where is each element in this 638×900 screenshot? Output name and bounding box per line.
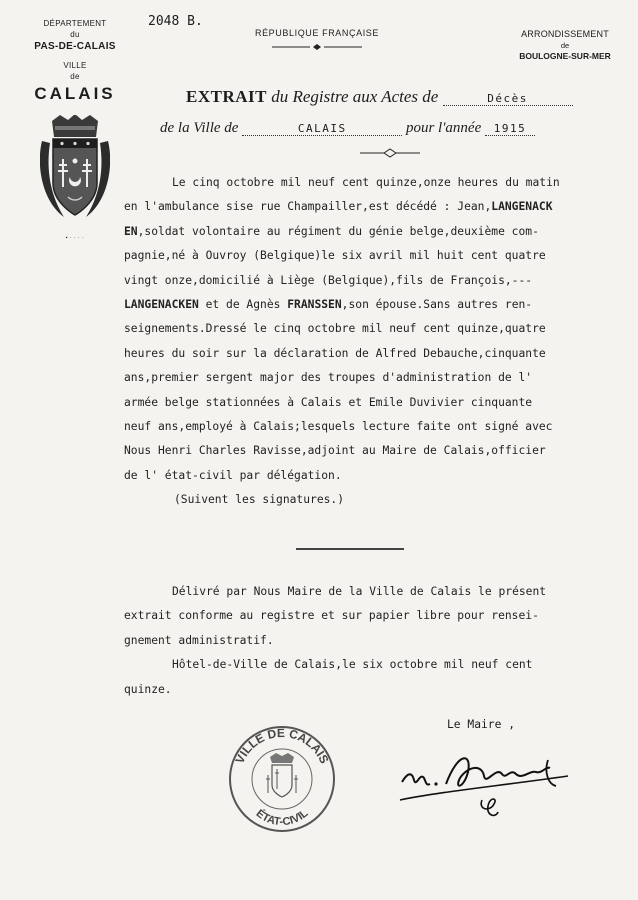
signature-icon	[398, 742, 578, 822]
delivery-line: gnement administratif.	[124, 633, 274, 647]
de-label: de	[70, 72, 80, 81]
delivery-line: Délivré par Nous Maire de la Ville de Calais le présent	[172, 585, 547, 598]
ville-label-title: de la Ville de	[160, 120, 243, 136]
du-label: du	[70, 30, 80, 39]
stamp-top-text: VILLE DE CALAIS	[232, 725, 332, 766]
act-body	[124, 171, 624, 512]
body-text-span: ,soldat volontaire au régiment du génie belge,deuxième com-	[137, 224, 539, 238]
arrondissement-label: ARRONDISSEMENT	[521, 29, 609, 39]
official-stamp-icon	[222, 723, 342, 833]
surname-span: LANGENACK	[491, 200, 553, 214]
signatory-label: Le Maire ,	[447, 718, 516, 731]
body-line: neuf ans,employé à Calais;lesquels lecture faite ont signé avec	[124, 419, 553, 433]
body-line: heures du soir sur la déclaration de Alfred Debauche,cinquante	[124, 346, 546, 360]
body-line	[124, 293, 624, 317]
departement-name: PAS-DE-CALAIS	[34, 41, 116, 52]
coat-of-arms-icon	[40, 115, 110, 241]
body-line	[124, 195, 624, 219]
body-line: vingt onze,domicilié à Liège (Belgique),fils de François,---	[124, 273, 533, 287]
signatures-note: (Suivent les signatures.)	[174, 493, 345, 507]
title-ornament-icon	[360, 148, 420, 158]
body-line: seignements.Dressé le cinq octobre mil neuf cent quinze,quatre	[124, 322, 546, 336]
surname-span: FRANSSEN	[287, 297, 342, 311]
body-text-span: et de Agnès	[198, 297, 288, 311]
delivery-line: Hôtel-de-Ville de Calais,le six octobre mil neuf cent	[172, 658, 533, 672]
extrait-title: EXTRAIT	[186, 87, 267, 106]
surname-span: LANGENACKEN	[124, 297, 199, 311]
body-line: pagnie,né à Ouvroy (Belgique)le six avril mil huit cent quatre	[124, 249, 546, 263]
delivery-line: extrait conforme au registre et sur papier libre pour rensei-	[124, 609, 539, 623]
separator-rule	[296, 548, 404, 550]
body-text-span: ,son épouse.Sans autres ren-	[341, 297, 533, 311]
title-line-1	[186, 87, 573, 107]
body-line: Nous Henri Charles Ravisse,adjoint au Maire de Calais,officier	[124, 444, 546, 458]
city-name: CALAIS	[34, 84, 116, 103]
stamp-bottom-text: ÉTAT-CIVIL	[253, 807, 311, 829]
delivery-line: quinze.	[124, 682, 172, 696]
arrondissement-heading	[500, 28, 630, 62]
crest-motto: ▪ · · · ·	[65, 235, 85, 241]
body-line: de l' état-civil par délégation.	[124, 468, 342, 482]
body-line: armée belge stationnées à Calais et Emile Duvivier cinquante	[124, 395, 533, 409]
delivery-text	[124, 580, 624, 702]
year-field: 1915	[485, 122, 535, 136]
body-line: ans,premier sergent major des troupes d'administration de l'	[124, 371, 533, 385]
body-text-span: en l'ambulance sise rue Champailler,est décédé : Jean,	[124, 200, 492, 214]
departement-label: DÉPARTEMENT	[43, 19, 107, 28]
register-number: 2048 B.	[148, 14, 203, 29]
department-heading	[20, 18, 130, 241]
body-line	[124, 220, 624, 244]
republic-heading	[222, 28, 412, 56]
body-line: Le cinq octobre mil neuf cent quinze,onze heures du matin	[172, 176, 560, 189]
arrondissement-name: BOULOGNE-SUR-MER	[519, 51, 611, 61]
ornament-rule-icon	[272, 43, 362, 51]
acte-type-field: Décès	[443, 92, 573, 106]
annee-label: pour l'année	[402, 120, 485, 136]
surname-span: EN	[124, 224, 138, 238]
svg-text:ÉTAT-CIVIL	[254, 807, 311, 829]
registre-label: du Registre aux Actes de	[266, 87, 443, 106]
title-line-2	[160, 118, 535, 137]
republic-title: RÉPUBLIQUE FRANÇAISE	[254, 28, 380, 38]
arr-de-label: de	[560, 41, 570, 50]
ville-label: VILLE	[63, 61, 87, 70]
city-field: CALAIS	[242, 122, 402, 136]
